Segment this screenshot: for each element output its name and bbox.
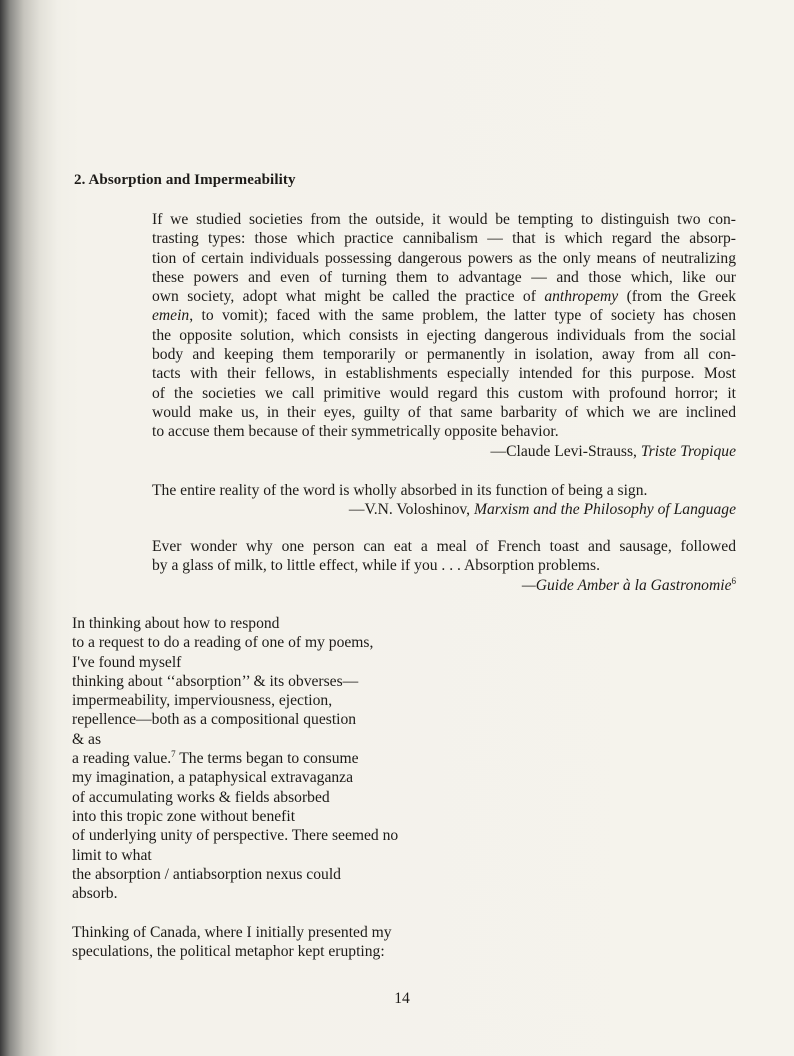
epigraph-line: body and keeping them temporarily or permanently in isolation, away from all con- [152, 346, 736, 364]
attribution-author: —V.N. Voloshinov, [348, 501, 474, 519]
epigraph-attribution [152, 500, 736, 519]
page-number: 14 [394, 990, 410, 1007]
body-line: & as [72, 730, 102, 748]
epigraph-line: these powers and even of turning them to advantage — and those which, like our [152, 268, 736, 286]
italic-term-greek: emein [152, 307, 190, 325]
epigraph-attribution [152, 442, 736, 461]
body-line: absorb. [72, 885, 118, 903]
body-line: of accumulating works & fields absorbed [72, 788, 330, 806]
attribution-title: —Guide Amber à la Gastronomie [521, 576, 732, 594]
body-line: thinking about ‘‘absorption’’ & its obverses— [72, 672, 359, 690]
epigraph-line: If we studied societies from the outside, it would be tempting to distinguish two con- [152, 211, 736, 228]
epigraph-line: the opposite solution, which consists in ejecting dangerous individuals from the social [152, 326, 736, 344]
body-line: into this tropic zone without benefit [72, 807, 296, 825]
attribution-title: Triste Tropique [640, 442, 736, 460]
body-line: speculations, the political metaphor kept erupting: [72, 943, 385, 961]
epigraph-line: tacts with their fellows, in establishments especially intended for this purpose. Most [152, 365, 736, 383]
body-line: repellence—both as a compositional question [72, 711, 357, 729]
epigraph-line: by a glass of milk, to little effect, while if you . . . Absorption problems. [152, 557, 600, 575]
epigraph-line: tion of certain individuals possessing dangerous powers as the only means of neutralizing [152, 249, 736, 267]
body-line: to a request to do a reading of one of my poems, [72, 634, 374, 652]
body-text-segment: The terms began to consume [175, 750, 359, 768]
body-line: I've found myself [72, 653, 182, 671]
epigraph-attribution [152, 576, 736, 595]
attribution-title: Marxism and the Philosophy of Language [473, 501, 736, 519]
epigraph-line [152, 287, 736, 306]
epigraph-line: to accuse them because of their symmetrically opposite behavior. [152, 423, 559, 441]
body-line: the absorption / antiabsorption nexus could [72, 865, 341, 883]
paragraph-break [72, 903, 492, 922]
epigraph-line: would make us, in their eyes, guilty of that same barbarity of which we are inclined [152, 403, 736, 421]
footnote-marker: 7 [171, 748, 176, 759]
body-line: limit to what [72, 846, 152, 864]
epigraph-text: (from the Greek [618, 288, 736, 306]
body-text [72, 614, 492, 961]
epigraph-text: own society, adopt what might be called the practice of [152, 288, 545, 306]
epigraph-line: of the societies we call primitive would regard this custom with profound horror; it [152, 384, 736, 402]
epigraph-line: The entire reality of the word is wholly absorbed in its function of being a sign. [152, 482, 648, 499]
body-line [72, 749, 492, 768]
body-line: impermeability, imperviousness, ejection, [72, 692, 333, 710]
epigraph-line: trasting types: those which practice cannibalism — that is which regard the absorp- [152, 230, 736, 248]
attribution-author: —Claude Levi-Strauss, [490, 442, 641, 460]
epigraph-levi-strauss [152, 210, 736, 461]
epigraph-text: , to vomit); faced with the same problem, the latter type of society has chosen [189, 307, 736, 325]
body-line: my imagination, a pataphysical extravaganza [72, 769, 354, 787]
italic-term: anthropemy [544, 288, 619, 306]
epigraph-line [152, 306, 736, 325]
body-line: of underlying unity of perspective. There seemed no [72, 827, 399, 845]
body-text-segment: a reading value. [72, 750, 172, 768]
section-heading: 2. Absorption and Impermeability [74, 172, 296, 188]
epigraph-voloshinov [152, 481, 736, 520]
epigraph-line: Ever wonder why one person can eat a meal of French toast and sausage, followed [152, 538, 736, 555]
footnote-marker: 6 [731, 575, 736, 586]
body-line: Thinking of Canada, where I initially presented my [72, 923, 392, 941]
epigraph-guide-amber [152, 537, 736, 595]
body-line: In thinking about how to respond [72, 615, 280, 632]
